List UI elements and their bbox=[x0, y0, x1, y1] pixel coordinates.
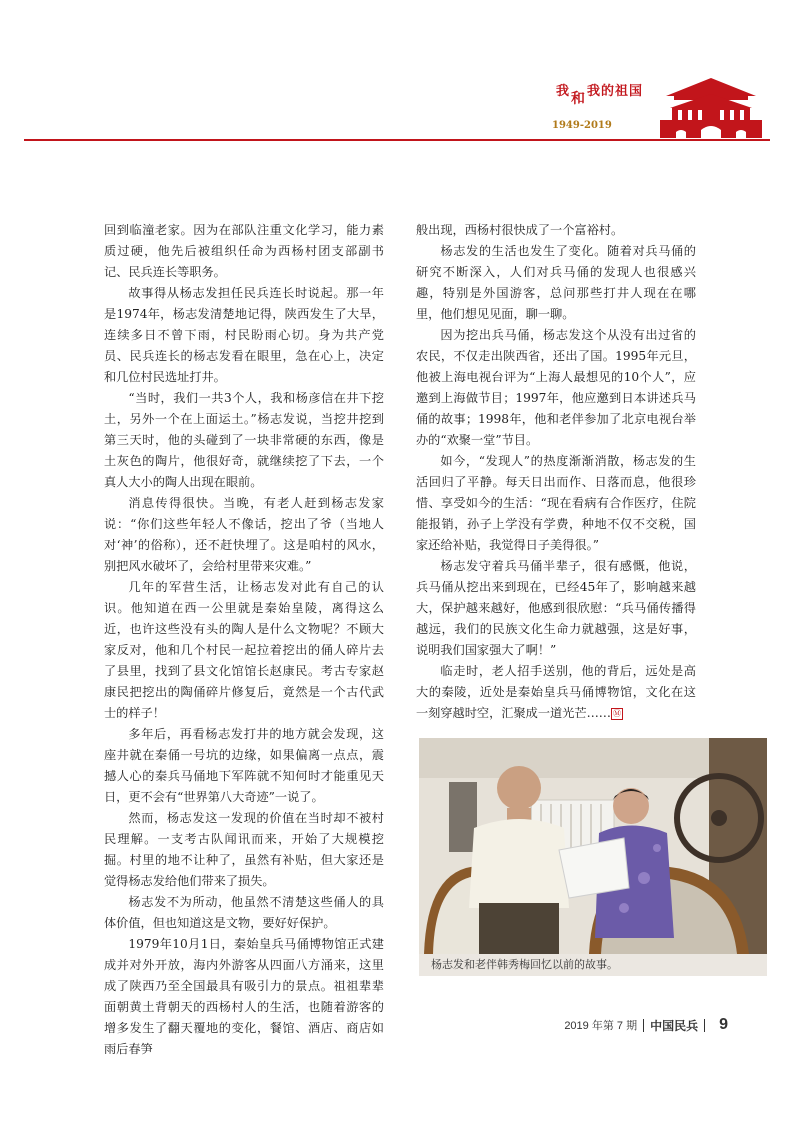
end-mark-icon: Ⓜ bbox=[613, 708, 621, 718]
photo-caption: 杨志发和老伴韩秀梅回忆以前的故事。 bbox=[419, 954, 767, 976]
paragraph: 杨志发的生活也发生了变化。随着对兵马俑的研究不断深入，人们对兵马俑的发现人也很感兴趣，特别是外国游客，总问那些打井人现在在哪里，他们想见见面，聊一聊。 bbox=[416, 244, 696, 321]
tiananmen-icon bbox=[656, 72, 766, 138]
page-number: 9 bbox=[719, 1016, 728, 1033]
header-rule bbox=[24, 139, 770, 141]
paragraph: 杨志发守着兵马俑半辈子，很有感慨，他说，兵马俑从挖出来到现在，已经45年了，影响越来越大，保护越来越好，他感到很欣慰：“兵马俑传播得越远，我们的民族文化生命力就越强，这是好事，说明我们国家强大了啊！” bbox=[416, 559, 696, 657]
paragraph: 如今，“发现人”的热度渐渐消散，杨志发的生活回归了平静。每天日出而作、日落而息，他很珍惜、享受如今的生活：“现在看病有合作医疗，住院能报销，孙子上学没有学费，种地不仅不交税，国家还给补贴，我觉得日子美得很。” bbox=[416, 454, 696, 552]
banner-title bbox=[556, 80, 644, 107]
article-photo bbox=[419, 738, 767, 976]
paragraph: “当时，我们一共3个人，我和杨彦信在井下挖土，另外一个在上面运土。”杨志发说，当挖井挖到第三天时，他的头碰到了一块非常硬的东西，像是土灰色的陶片，他很好奇，就继续挖了下去，一个真人大小的陶人出现在眼前。 bbox=[104, 391, 384, 489]
article-column-right bbox=[416, 220, 696, 724]
banner-title-rest: 我的祖国 bbox=[587, 84, 644, 99]
closing-text: 临走时，老人招手送别，他的背后，远处是高大的秦陵，近处是秦始皇兵马俑博物馆，文化在这一刻穿越时空，汇聚成一道光芒…… bbox=[416, 664, 696, 720]
article-column-left bbox=[104, 220, 384, 1060]
photo-illustration bbox=[419, 738, 767, 954]
paragraph: 般出现，西杨村很快成了一个富裕村。 bbox=[416, 223, 624, 237]
paragraph: 然而，杨志发这一发现的价值在当时却不被村民理解。一支考古队闻讯而来，开始了大规模挖掘。村里的地不让种了，虽然有补贴，但大家还是觉得杨志发给他们带来了损失。 bbox=[104, 811, 384, 888]
column-banner bbox=[546, 72, 766, 138]
banner-title-wo: 我 bbox=[556, 84, 571, 99]
footer-divider bbox=[704, 1019, 705, 1032]
paragraph: 故事得从杨志发担任民兵连长时说起。那一年是1974年，杨志发清楚地记得，陕西发生了大旱，连续多日不曾下雨，村民盼雨心切。身为共产党员、民兵连长的杨志发看在眼里，急在心上，决定和几位村民选址打井。 bbox=[104, 286, 384, 384]
paragraph: 杨志发不为所动，他虽然不清楚这些俑人的具体价值，但也知道这是文物，要好好保护。 bbox=[104, 895, 384, 930]
paragraph: 1979年10月1日，秦始皇兵马俑博物馆正式建成并对外开放，海内外游客从四面八方涌来，这里成了陕西乃至全国最具有吸引力的景点。祖祖辈辈面朝黄土背朝天的西杨村人的生活，也随着游客的增多发生了翻天覆地的变化，餐馆、酒店、商店如雨后春笋 bbox=[104, 937, 384, 1056]
magazine-name: 中国民兵 bbox=[650, 1018, 699, 1033]
paragraph: 消息传得很快。当晚，有老人赶到杨志发家说：“你们这些年轻人不像话，挖出了爷（当地人对‘神’的俗称），还不赶快埋了。这是咱村的风水，别把风水破坏了，会给村里带来灾难。” bbox=[104, 496, 384, 573]
banner-years: 1949-2019 bbox=[552, 120, 612, 131]
paragraph: 多年后，再看杨志发打井的地方就会发现，这座井就在秦俑一号坑的边缘，如果偏离一点点，震撼人心的秦兵马俑地下军阵就不知何时才能重见天日，更不会有“世界第八大奇迹”一说了。 bbox=[104, 727, 384, 804]
paragraph bbox=[416, 661, 696, 724]
page-footer bbox=[564, 1016, 728, 1034]
issue-label: 2019 年第 7 期 bbox=[564, 1020, 638, 1032]
banner-title-he: 和 bbox=[571, 91, 587, 107]
paragraph: 因为挖出兵马俑，杨志发这个从没有出过省的农民，不仅走出陕西省，还出了国。1995年元旦，他被上海电视台评为“上海人最想见的10个人”，应邀到上海做节目；1997年，他应邀到日本讲述兵马俑的故事；1998年，他和老伴参加了北京电视台举办的“欢聚一堂”节目。 bbox=[416, 328, 696, 447]
footer-divider bbox=[643, 1019, 644, 1032]
paragraph: 回到临潼老家。因为在部队注重文化学习，能力素质过硬，他先后被组织任命为西杨村团支部副书记、民兵连长等职务。 bbox=[104, 223, 384, 279]
paragraph: 几年的军营生活，让杨志发对此有自己的认识。他知道在西一公里就是秦始皇陵，离得这么近，也许这些没有头的陶人是什么文物呢？不顾大家反对，他和几个村民一起拉着挖出的俑人碎片去了县里，找到了县文化馆馆长赵康民。考古专家赵康民把挖出的陶俑碎片修复后，竟然是一个古代武士的样子！ bbox=[104, 580, 384, 720]
